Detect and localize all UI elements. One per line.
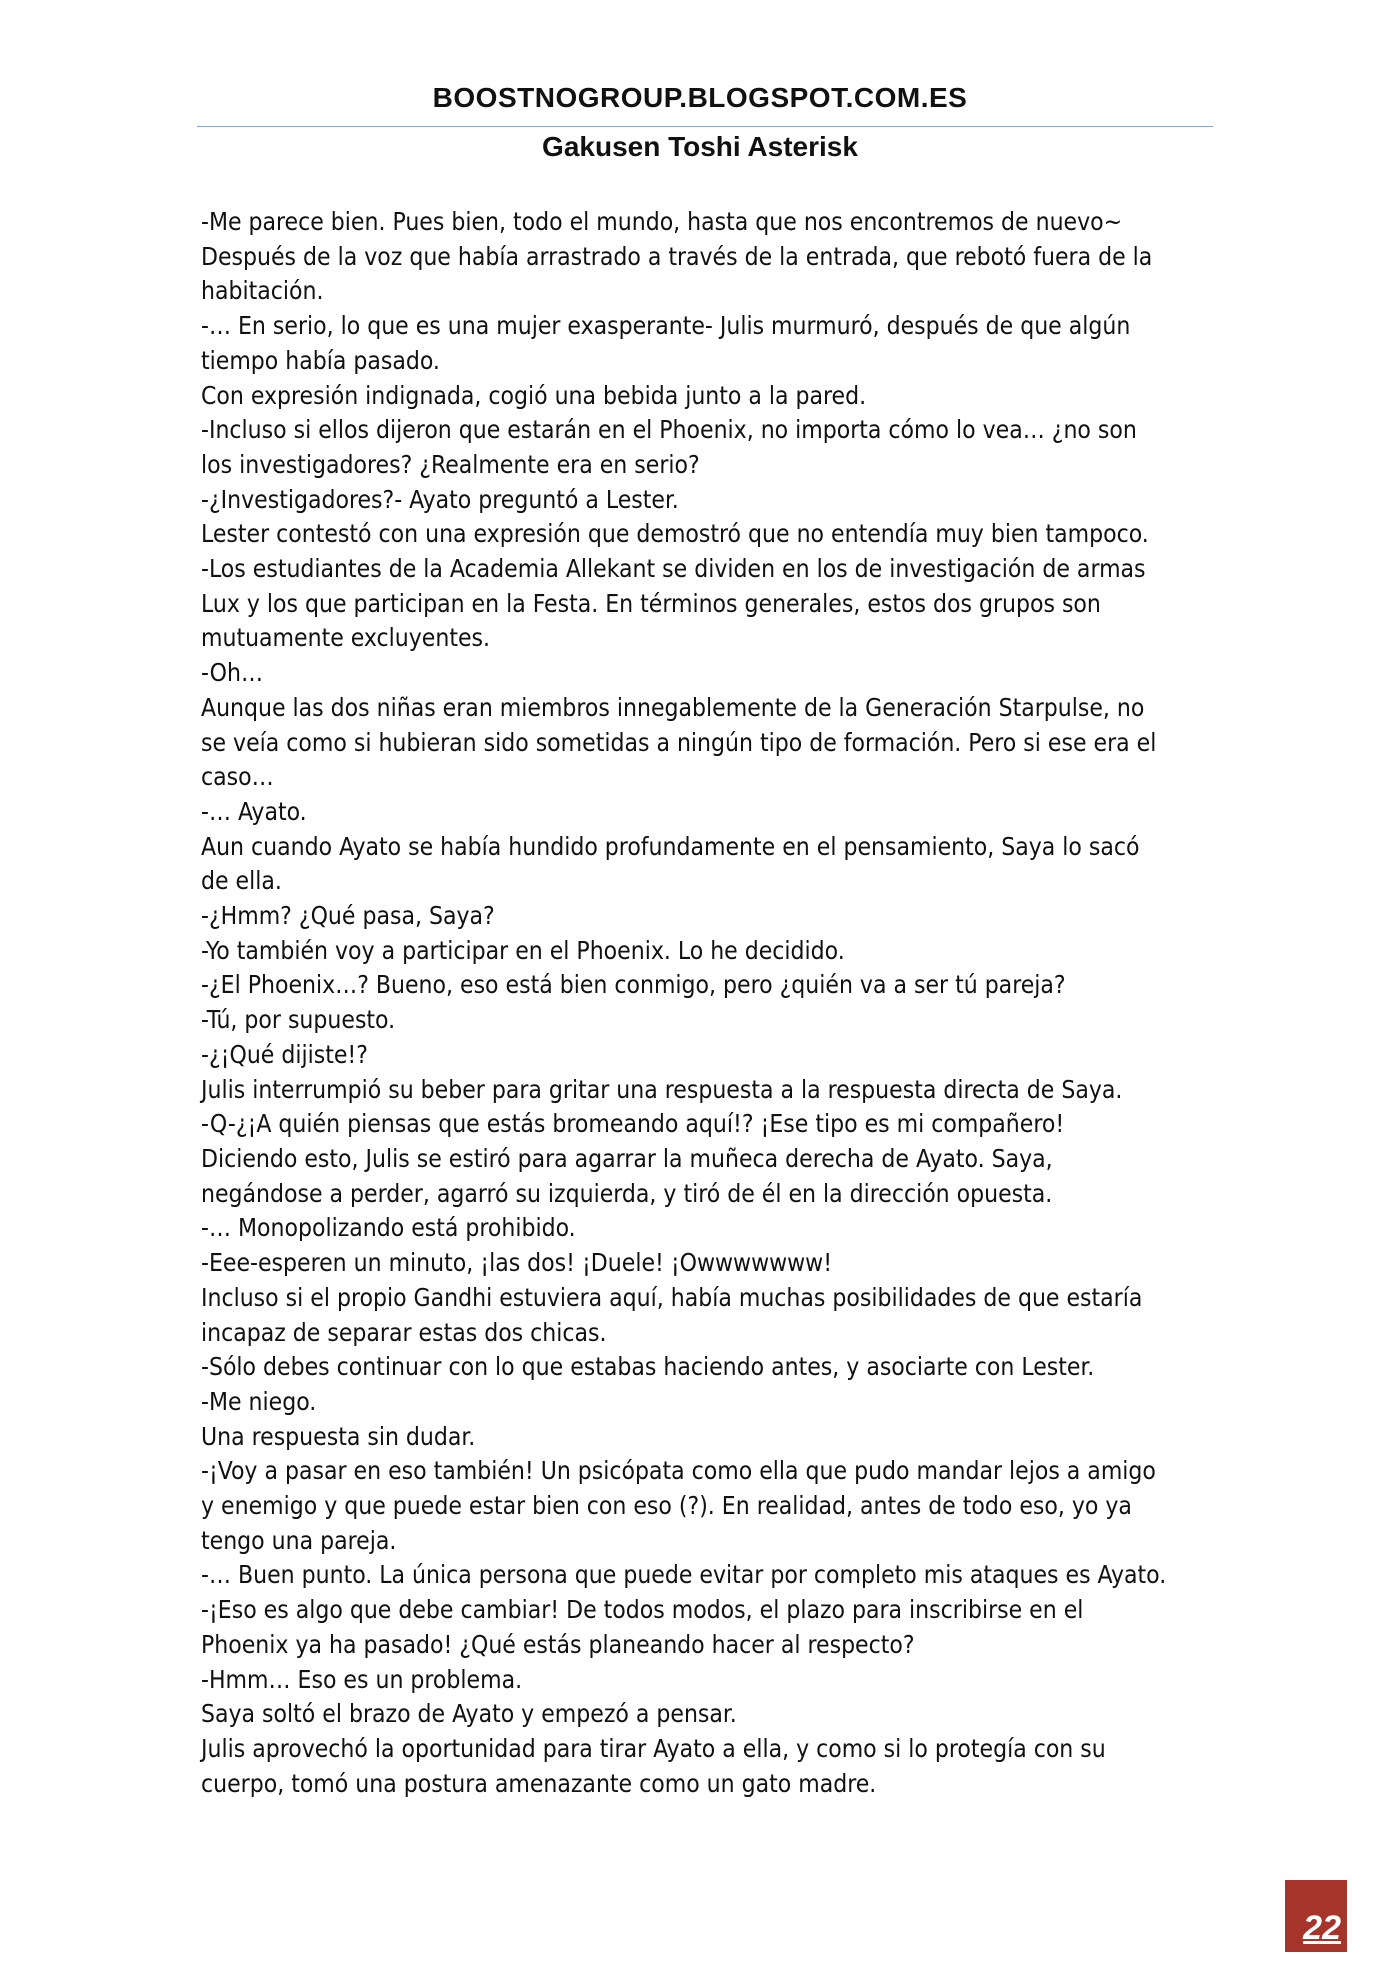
site-header: BOOSTNOGROUP.BLOGSPOT.COM.ES: [432, 82, 968, 113]
text-line: incapaz de separar estas dos chicas.: [201, 1317, 607, 1347]
text-line: -Me parece bien. Pues bien, todo el mundo, hasta que nos encontremos de nuevo~: [201, 207, 1123, 236]
text-line: -Tú, por supuesto.: [201, 1005, 396, 1035]
text-line: -¿Hmm? ¿Qué pasa, Saya?: [201, 901, 495, 931]
text-line: Una respuesta sin dudar.: [201, 1421, 476, 1451]
text-line: -Yo también voy a participar en el Phoenix. Lo he decidido.: [201, 935, 845, 965]
text-line: tengo una pareja.: [201, 1525, 397, 1555]
text-line: -¿¡Qué dijiste!?: [201, 1039, 368, 1069]
text-line: de ella.: [201, 866, 282, 896]
text-line: -Q-¿¡A quién piensas que estás bromeando aquí!? ¡Ese tipo es mi compañero!: [201, 1109, 1065, 1139]
text-line: negándose a perder, agarró su izquierda, y tiró de él en la dirección opuesta.: [201, 1178, 1053, 1208]
text-line: -Los estudiantes de la Academia Allekant se dividen en los de investigación de armas: [201, 554, 1146, 584]
text-line: -Oh…: [201, 658, 264, 688]
header-divider: [197, 126, 1213, 127]
text-line: Diciendo esto, Julis se estiró para agarrar la muñeca derecha de Ayato. Saya,: [201, 1143, 1053, 1173]
text-line: Lux y los que participan en la Festa. En términos generales, estos dos grupos son: [201, 588, 1101, 618]
text-line: Aun cuando Ayato se había hundido profundamente en el pensamiento, Saya lo sacó: [201, 831, 1140, 861]
text-line: -¿Investigadores?- Ayato preguntó a Lester.: [201, 484, 679, 514]
text-line: y enemigo y que puede estar bien con eso (?). En realidad, antes de todo eso, yo ya: [201, 1491, 1132, 1521]
text-line: los investigadores? ¿Realmente era en serio?: [201, 449, 700, 479]
text-line: -¿El Phoenix…? Bueno, eso está bien conmigo, pero ¿quién va a ser tú pareja?: [201, 970, 1066, 1000]
text-line: Con expresión indignada, cogió una bebida junto a la pared.: [201, 380, 867, 410]
text-line: Después de la voz que había arrastrado a través de la entrada, que rebotó fuera de la: [201, 241, 1153, 271]
text-line: -¡Eso es algo que debe cambiar! De todos modos, el plazo para inscribirse en el: [201, 1595, 1084, 1625]
body-text: [201, 205, 1211, 1801]
text-line: mutuamente excluyentes.: [201, 623, 490, 653]
text-line: -¡Voy a pasar en eso también! Un psicópata como ella que pudo mandar lejos a amigo: [201, 1456, 1156, 1486]
page-number-badge: [1285, 1880, 1347, 1952]
text-line: Incluso si el propio Gandhi estuviera aquí, había muchas posibilidades de que estaría: [201, 1282, 1143, 1312]
document-title: Gakusen Toshi Asterisk: [542, 131, 858, 162]
text-line: -Eee-esperen un minuto, ¡las dos! ¡Duele! ¡Owwwwwww!: [201, 1248, 833, 1278]
text-line: -… Buen punto. La única persona que puede evitar por completo mis ataques es Ayato.: [201, 1560, 1167, 1590]
page-number: 22: [1303, 1909, 1341, 1947]
text-line: Julis interrumpió su beber para gritar una respuesta a la respuesta directa de Saya.: [201, 1074, 1123, 1104]
text-line: -Hmm… Eso es un problema.: [201, 1664, 523, 1694]
text-line: -… Monopolizando está prohibido.: [201, 1213, 576, 1243]
text-line: se veía como si hubieran sido sometidas a ningún tipo de formación. Pero si ese era el: [201, 727, 1157, 757]
text-line: -… En serio, lo que es una mujer exasperante- Julis murmuró, después de que algún: [201, 311, 1131, 341]
text-line: cuerpo, tomó una postura amenazante como un gato madre.: [201, 1768, 877, 1798]
text-line: Saya soltó el brazo de Ayato y empezó a pensar.: [201, 1699, 737, 1729]
text-line: Phoenix ya ha pasado! ¿Qué estás planeando hacer al respecto?: [201, 1629, 915, 1659]
text-line: tiempo había pasado.: [201, 345, 440, 375]
text-line: -Sólo debes continuar con lo que estabas haciendo antes, y asociarte con Lester.: [201, 1352, 1095, 1382]
text-line: Aunque las dos niñas eran miembros innegablemente de la Generación Starpulse, no: [201, 692, 1145, 722]
text-line: habitación.: [201, 276, 324, 306]
text-line: -Me niego.: [201, 1386, 317, 1416]
text-line: caso…: [201, 762, 274, 792]
text-line: -… Ayato.: [201, 796, 307, 826]
text-line: Lester contestó con una expresión que demostró que no entendía muy bien tampoco.: [201, 519, 1149, 549]
text-line: Julis aprovechó la oportunidad para tirar Ayato a ella, y como si lo protegía con su: [201, 1733, 1106, 1763]
text-line: -Incluso si ellos dijeron que estarán en el Phoenix, no importa cómo lo vea… ¿no son: [201, 415, 1137, 445]
